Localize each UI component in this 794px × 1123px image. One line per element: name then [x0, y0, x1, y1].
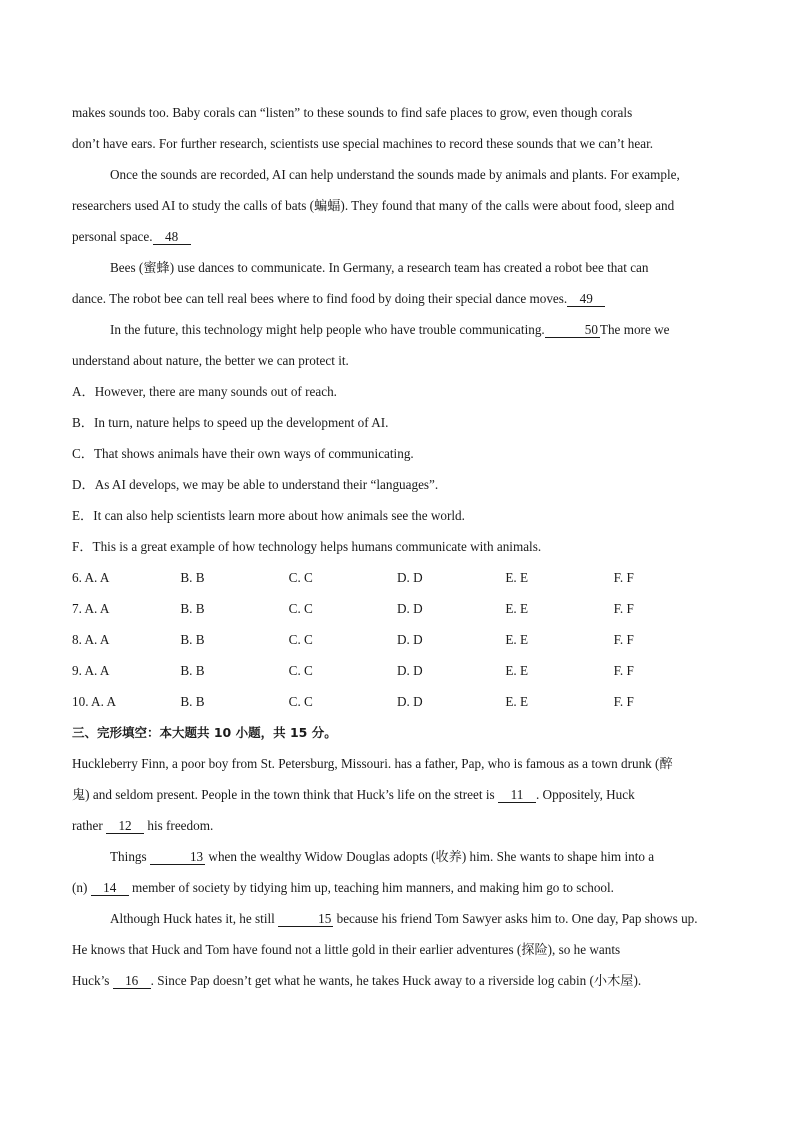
blank-16: 16 [113, 973, 151, 989]
answer-choice[interactable]: B. B [180, 694, 205, 709]
answer-choice[interactable]: F. F [613, 694, 634, 709]
answer-choice[interactable]: B. B [180, 663, 205, 678]
answer-choice[interactable]: C. C [288, 632, 313, 647]
answer-choice[interactable]: B. B [180, 570, 205, 585]
blank-49: 49 [567, 291, 605, 307]
passage-line: Although Huck hates it, he still 15 because his friend Tom Sawyer asks him to. One day, Pap shows up. [110, 911, 698, 926]
blank-14: 14 [91, 880, 129, 896]
answer-choice[interactable]: D. D [396, 694, 423, 709]
answer-choice[interactable]: F. F [613, 663, 634, 678]
answer-choice[interactable]: E. E [505, 663, 529, 678]
answer-choice[interactable]: F. F [613, 632, 634, 647]
passage-line: Bees (蜜蜂) use dances to communicate. In Germany, a research team has created a robot bee that can [110, 260, 649, 275]
answer-choice[interactable]: E. E [505, 570, 529, 585]
answer-choice[interactable]: B. B [180, 601, 205, 616]
blank-48: 48 [153, 229, 191, 245]
answer-choice[interactable]: F. F [613, 570, 634, 585]
answer-row [72, 686, 722, 717]
section-heading: 三、完形填空：本大题共 10 小题，共 15 分。 [72, 725, 337, 740]
answer-choice[interactable]: D. D [396, 570, 423, 585]
passage-line: don’t have ears. For further research, scientists use special machines to record these sounds that we can’t hear. [72, 136, 654, 151]
passage-line: makes sounds too. Baby corals can “listen” to these sounds to find safe places to grow, even though corals [72, 105, 633, 120]
answer-choice[interactable]: 6. A. A [72, 570, 110, 585]
answer-row [72, 562, 722, 593]
option-b: B．In turn, nature helps to speed up the development of AI. [72, 415, 389, 430]
answer-choice[interactable]: D. D [396, 601, 423, 616]
answer-choice[interactable]: 10. A. A [72, 694, 116, 709]
document-page [72, 97, 722, 996]
option-f: F．This is a great example of how technology helps humans communicate with animals. [72, 539, 542, 554]
blank-12: 12 [106, 818, 144, 834]
blank-11: 11 [498, 787, 536, 803]
answer-choice[interactable]: F. F [613, 601, 634, 616]
answer-row [72, 624, 722, 655]
answer-choice[interactable]: C. C [288, 601, 313, 616]
answer-choice[interactable]: D. D [396, 632, 423, 647]
answer-choice[interactable]: E. E [505, 632, 529, 647]
answer-choice[interactable]: D. D [396, 663, 423, 678]
answer-choice[interactable]: B. B [180, 632, 205, 647]
answer-choice[interactable]: 7. A. A [72, 601, 110, 616]
passage-line: Things 13 when the wealthy Widow Douglas adopts (收养) him. She wants to shape him into a [110, 849, 655, 864]
option-d: D．As AI develops, we may be able to understand their “languages”. [72, 477, 439, 492]
option-c: C．That shows animals have their own ways of communicating. [72, 446, 414, 461]
passage-line: He knows that Huck and Tom have found not a little gold in their earlier adventures (探险), so he wants [72, 942, 621, 957]
answer-grid [72, 562, 722, 717]
answer-choice[interactable]: C. C [288, 663, 313, 678]
answer-choice[interactable]: C. C [288, 694, 313, 709]
option-e: E．It can also help scientists learn more about how animals see the world. [72, 508, 465, 523]
passage-line: 鬼) and seldom present. People in the town think that Huck’s life on the street is 11 . Oppositely, Huck [72, 787, 635, 802]
passage-line: researchers used AI to study the calls of bats (蝙蝠). They found that many of the calls were about food, sleep and [72, 198, 675, 213]
answer-choice[interactable]: E. E [505, 601, 529, 616]
answer-row [72, 593, 722, 624]
passage-line: In the future, this technology might help people who have trouble communicating. 50 The more we [110, 322, 670, 337]
answer-row [72, 655, 722, 686]
answer-choice[interactable]: E. E [505, 694, 529, 709]
passage-line: dance. The robot bee can tell real bees where to find food by doing their special dance moves. 49 [72, 283, 722, 314]
option-a: A．However, there are many sounds out of reach. [72, 384, 337, 399]
blank-15: 15 [278, 911, 333, 927]
passage-line: understand about nature, the better we can protect it. [72, 353, 349, 368]
passage-line: (n) 14 member of society by tidying him up, teaching him manners, and making him go to school. [72, 880, 614, 895]
blank-50: 50 [545, 322, 600, 338]
passage-line: Huckleberry Finn, a poor boy from St. Petersburg, Missouri. has a father, Pap, who is famous as a town drunk (醉 [72, 756, 673, 771]
passage-line: Huck’s 16 . Since Pap doesn’t get what he wants, he takes Huck away to a riverside log cabin (小木屋). [72, 973, 642, 988]
blank-13: 13 [150, 849, 205, 865]
passage-line: rather 12 his freedom. [72, 818, 214, 833]
passage-line: personal space. 48 [72, 221, 722, 252]
answer-choice[interactable]: 8. A. A [72, 632, 110, 647]
answer-choice[interactable]: 9. A. A [72, 663, 110, 678]
options-list [72, 376, 722, 562]
answer-choice[interactable]: C. C [288, 570, 313, 585]
passage-line: Once the sounds are recorded, AI can help understand the sounds made by animals and plants. For example, [110, 167, 680, 182]
